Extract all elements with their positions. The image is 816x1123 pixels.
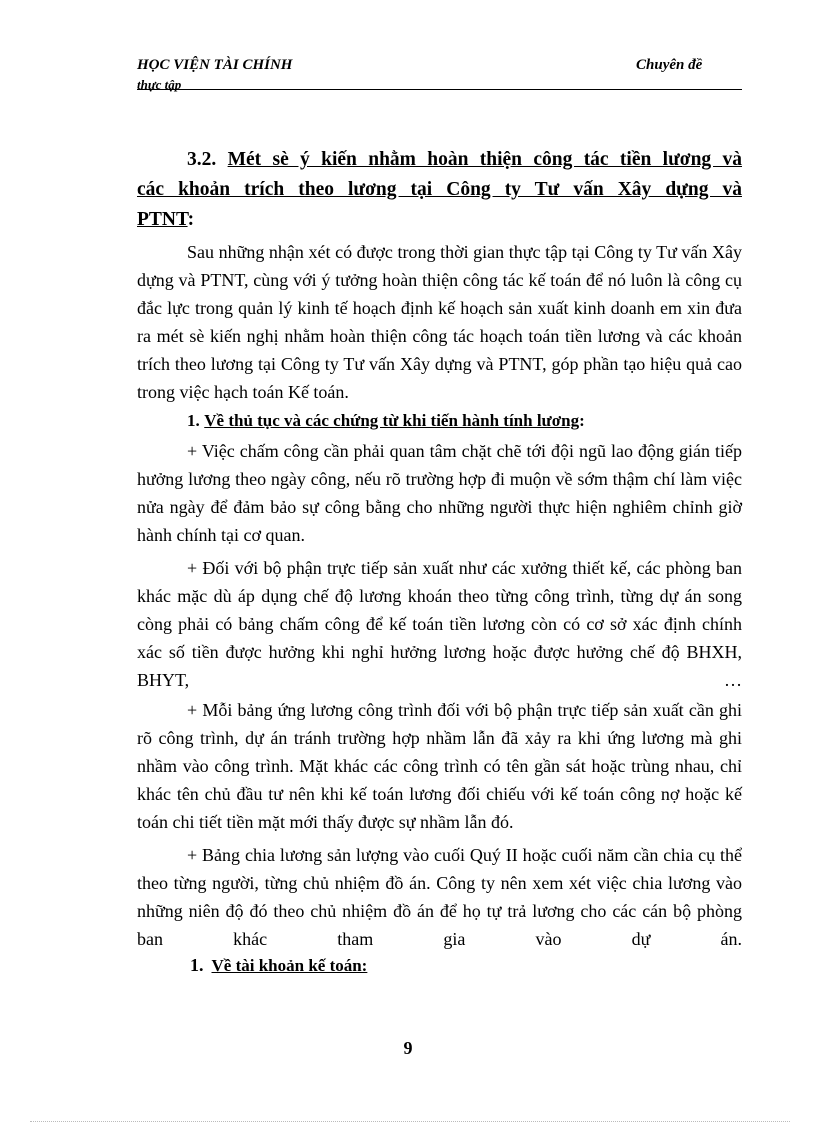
subsection2-heading <box>190 955 367 976</box>
intro-paragraph: Sau những nhận xét có được trong thời gian thực tập tại Công ty Tư vấn Xây dựng và PTNT, cùng với ý tưởng hoàn thiện công tác kế toán để nó luôn là công cụ đắc lực trong quản lý kinh tế hoạch định kế hoạch sản xuất kinh doanh em xin đưa ra mét sè kiến nghị nhằm hoàn thiện công tác hoạch toán tiền lương và các khoản trích theo lương tại Công ty Tư vấn Xây dựng và PTNT, góp phần tạo hiệu quả cao trong việc hạch toán Kế toán. <box>137 242 742 402</box>
subsection1-colon: : <box>579 411 585 430</box>
section-title-colon: : <box>187 209 195 230</box>
document-body <box>137 145 742 953</box>
header-title-right: Chuyên đề <box>636 57 703 73</box>
subsection1-heading <box>137 406 742 435</box>
header-rule <box>137 89 742 90</box>
subsection2-title: Về tài khoản kế toán: <box>211 956 368 975</box>
paragraph-output-salary: + Bảng chia lương sản lượng vào cuối Quý II hoặc cuối năm cần chia cụ thể theo từng người, từng chủ nhiệm đồ án. Công ty nên xem xét việc chia lương vào những niên độ đó theo chủ nhiệm đồ án để họ tự trả lương cho các cán bộ phòng ban khác tham gia vào dự án. <box>137 845 742 949</box>
section-heading-line2 <box>137 175 742 205</box>
section-number: 3.2. <box>187 149 217 170</box>
paragraph-attendance: + Việc chấm công cần phải quan tâm chặt chẽ tới đội ngũ lao động gián tiếp hưởng lương theo ngày công, nếu rõ trường hợp đi muộn về sớm thậm chí làm việc nửa ngày để đảm bảo sự công bằng cho những người thực hiện nghiêm chỉnh giờ hành chính tại cơ quan. <box>137 441 742 545</box>
section-heading-line1 <box>137 145 742 175</box>
header-title-left-line2: thực tập <box>137 77 182 92</box>
paragraph-production-dept: + Đối với bộ phận trực tiếp sản xuất như các xưởng thiết kế, các phòng ban khác mặc dù áp dụng chế độ lương khoán theo từng công trình, từng dự án song còng phải có bảng chấm công để kế toán tiền lương còn có cơ sở xác định chính xác số tiền được hưởng khi nghỉ hưởng lương hoặc được hưởng chế độ BHXH, BHYT, … <box>137 558 742 690</box>
page-number: 9 <box>403 1038 413 1058</box>
subsection1-title: Về thủ tục và các chứng từ khi tiến hành tính lương <box>204 411 580 430</box>
footer-rule <box>30 1121 790 1122</box>
paragraph-salary-advance: + Mỗi bảng ứng lương công trình đối với bộ phận trực tiếp sản xuất cần ghi rõ công trình, dự án tránh trường hợp nhầm lẫn đã xảy ra khi ứng lương mà ghi nhầm vào công trình. Mặt khác các công trình có tên gần sát hoặc trùng nhau, chỉ khác tên chủ đầu tư nên khi kế toán lương đối chiếu với kế toán công nợ hoặc kế toán chi tiết tiền mặt mới thấy được sự nhầm lẫn đó. <box>137 700 742 832</box>
section-title-part3: PTNT <box>137 209 188 230</box>
section-title-part2: các khoản trích theo lương tại Công ty Tư vấn Xây dựng và <box>137 179 742 200</box>
subsection2-number: 1. <box>190 955 204 975</box>
section-heading-line3 <box>137 205 742 235</box>
header-title-left: HỌC VIỆN TÀI CHÍNH <box>137 57 293 73</box>
subsection1-number: 1. <box>187 411 200 430</box>
section-title-part1: Mét sè ý kiến nhằm hoàn thiện công tác tiền lương và <box>227 149 743 170</box>
